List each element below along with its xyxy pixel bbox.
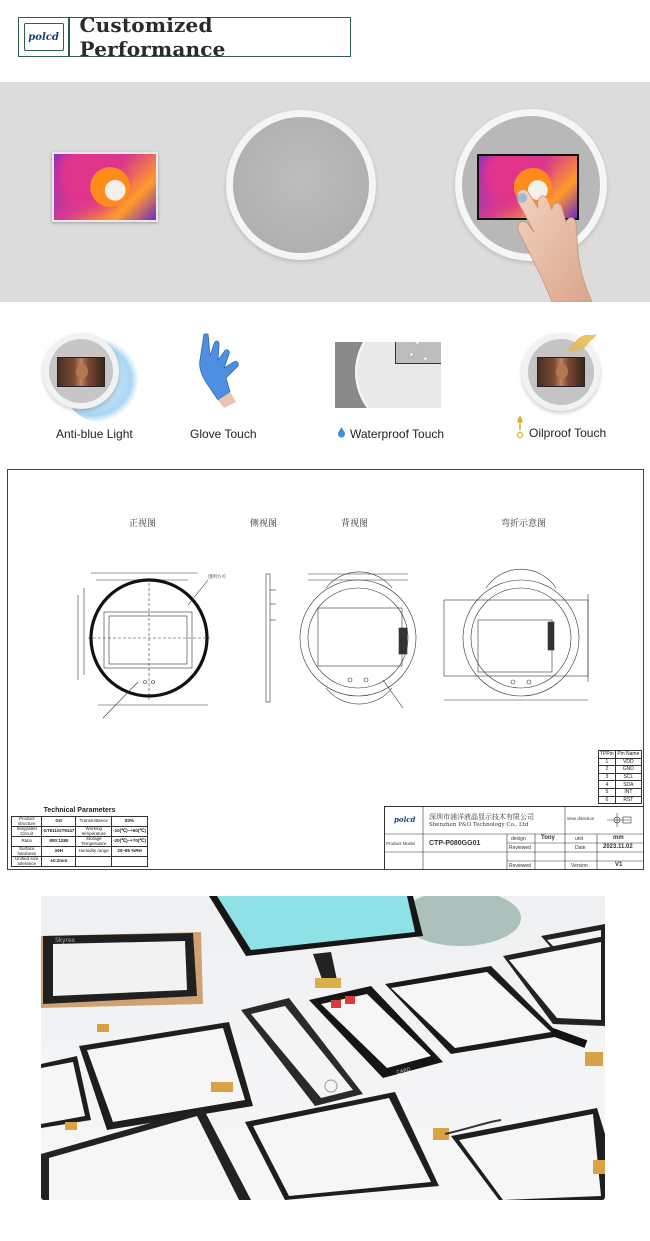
water-drop-icon xyxy=(337,426,346,438)
company-name-en: Shenzhen P&O Technology Co., Ltd xyxy=(429,822,529,828)
title-block-logo: polcd xyxy=(394,815,416,824)
table-row: TPPin Pin Name xyxy=(599,751,642,759)
glove-icon xyxy=(190,330,250,410)
product-banner xyxy=(0,82,650,302)
view-direction-label: view direction xyxy=(567,816,595,821)
tech-params-title: Technical Parameters xyxy=(43,807,116,814)
table-row: Ratio 800:1280 Storage Temperature -20(℃)~+70(℃) xyxy=(12,837,148,847)
feature-label-waterproof: Waterproof Touch xyxy=(350,427,445,441)
oil-drop-icon xyxy=(516,414,524,440)
table-row: 4 SDA xyxy=(599,781,642,789)
touch-panels-photo xyxy=(41,896,605,1200)
panel-brand-label: Skyrex xyxy=(55,937,76,944)
table-row: Surface hardness ≥6H Humidity range 20~85 %RH xyxy=(12,847,148,857)
round-mirror-image xyxy=(226,110,376,260)
view-title-side: 侧视图 xyxy=(250,519,278,529)
table-row: 3 SCL xyxy=(599,773,642,781)
date-label: Date xyxy=(575,845,586,851)
oil-splash-icon xyxy=(563,331,601,355)
touch-panel-products-image xyxy=(41,896,605,1200)
engineering-drawing xyxy=(7,469,644,870)
feature-label-glove: Glove Touch xyxy=(190,427,257,441)
company-name-cn: 深圳市浦洋液晶显示技术有限公司 xyxy=(429,813,534,821)
feature-label-oilproof: Oilproof Touch xyxy=(529,426,607,440)
technical-drawing-figures xyxy=(8,470,645,800)
design-label: design xyxy=(511,836,526,842)
pin-table xyxy=(598,750,642,804)
table-row: Unified size tolerance ±0.2mm xyxy=(12,857,148,867)
feature-label-anti-blue: Anti-blue Light xyxy=(56,427,133,441)
version-value: V1 xyxy=(615,862,623,868)
reviewed-label: Reviewed xyxy=(509,845,531,851)
view-title-bend: 弯折示意图 xyxy=(501,519,547,529)
view-title-back: 背视图 xyxy=(341,519,369,529)
page-header xyxy=(18,13,351,61)
table-row: 2 GND xyxy=(599,766,642,774)
unit-label: unit xyxy=(575,836,584,842)
view-title-front: 正视图 xyxy=(129,519,157,529)
front-callout: 透明方可 xyxy=(208,575,226,580)
version-label: Version xyxy=(571,863,588,869)
anti-blue-display-image xyxy=(43,333,119,409)
reviewed-label-2: Reviewed xyxy=(509,863,531,869)
date-value: 2023.11.02 xyxy=(603,844,633,850)
title-block xyxy=(384,806,643,869)
waterproof-display-image xyxy=(335,342,441,408)
unit-value: mm xyxy=(613,835,624,841)
table-row: Product structure GG Transmittance 83% xyxy=(12,817,148,827)
design-value: Tony xyxy=(541,835,555,841)
card-label: CARD xyxy=(396,1066,412,1076)
table-row: Integrated Circuit GT911/GT9147 Working temperature -10(℃)~+60(℃) xyxy=(12,827,148,837)
table-row: 1 VDD xyxy=(599,758,642,766)
tech-params-table xyxy=(11,816,148,867)
product-model-value: CTP-P080GG01 xyxy=(429,840,481,847)
logo-text: polcd xyxy=(28,31,59,43)
page-title: Customized Performance xyxy=(79,13,226,61)
table-row: 6 RST xyxy=(599,796,642,804)
product-model-label: Product Model xyxy=(386,841,416,846)
rectangular-display-image xyxy=(52,152,158,222)
table-row: 5 INT xyxy=(599,788,642,796)
hand-icon xyxy=(500,174,595,302)
brand-logo xyxy=(19,18,68,56)
